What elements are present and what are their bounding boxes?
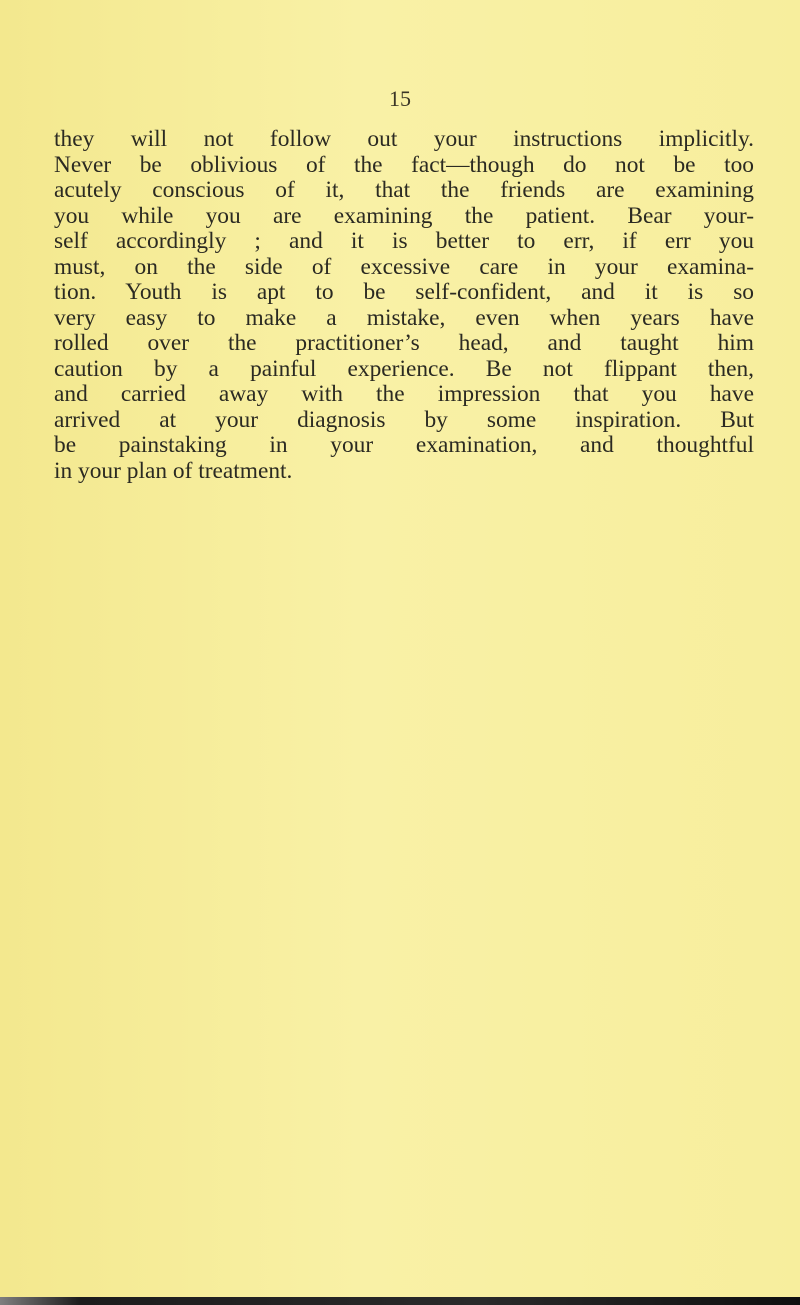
page-number: 15	[389, 86, 411, 111]
text-line: caution by a painful experience. Be not flippant then,	[54, 355, 754, 382]
text-line: they will not follow out your instructions implicitly.	[54, 126, 754, 152]
text-line: be painstaking in your examination, and thoughtful	[54, 432, 754, 458]
text-line: self accordingly ; and it is better to err, if err you	[54, 228, 754, 254]
text-line: and carried away with the impression that you have	[54, 381, 754, 407]
text-line: in your plan of treatment.	[54, 457, 293, 484]
text-line: must, on the side of excessive care in your examina-	[54, 253, 754, 280]
text-line: very easy to make a mistake, even when years have	[54, 304, 754, 331]
text-line: arrived at your diagnosis by some inspiration. But	[54, 406, 754, 433]
page-bottom-edge	[0, 1297, 800, 1305]
text-line: acutely conscious of it, that the friends are examining	[54, 177, 754, 203]
body-paragraph	[54, 127, 754, 484]
text-line: tion. Youth is apt to be self-confident, and it is so	[54, 279, 754, 305]
text-line: rolled over the practitioner’s head, and taught him	[54, 330, 754, 356]
text-line: Never be oblivious of the fact—though do not be too	[54, 151, 754, 178]
text-line: you while you are examining the patient. Bear your-	[54, 202, 754, 229]
